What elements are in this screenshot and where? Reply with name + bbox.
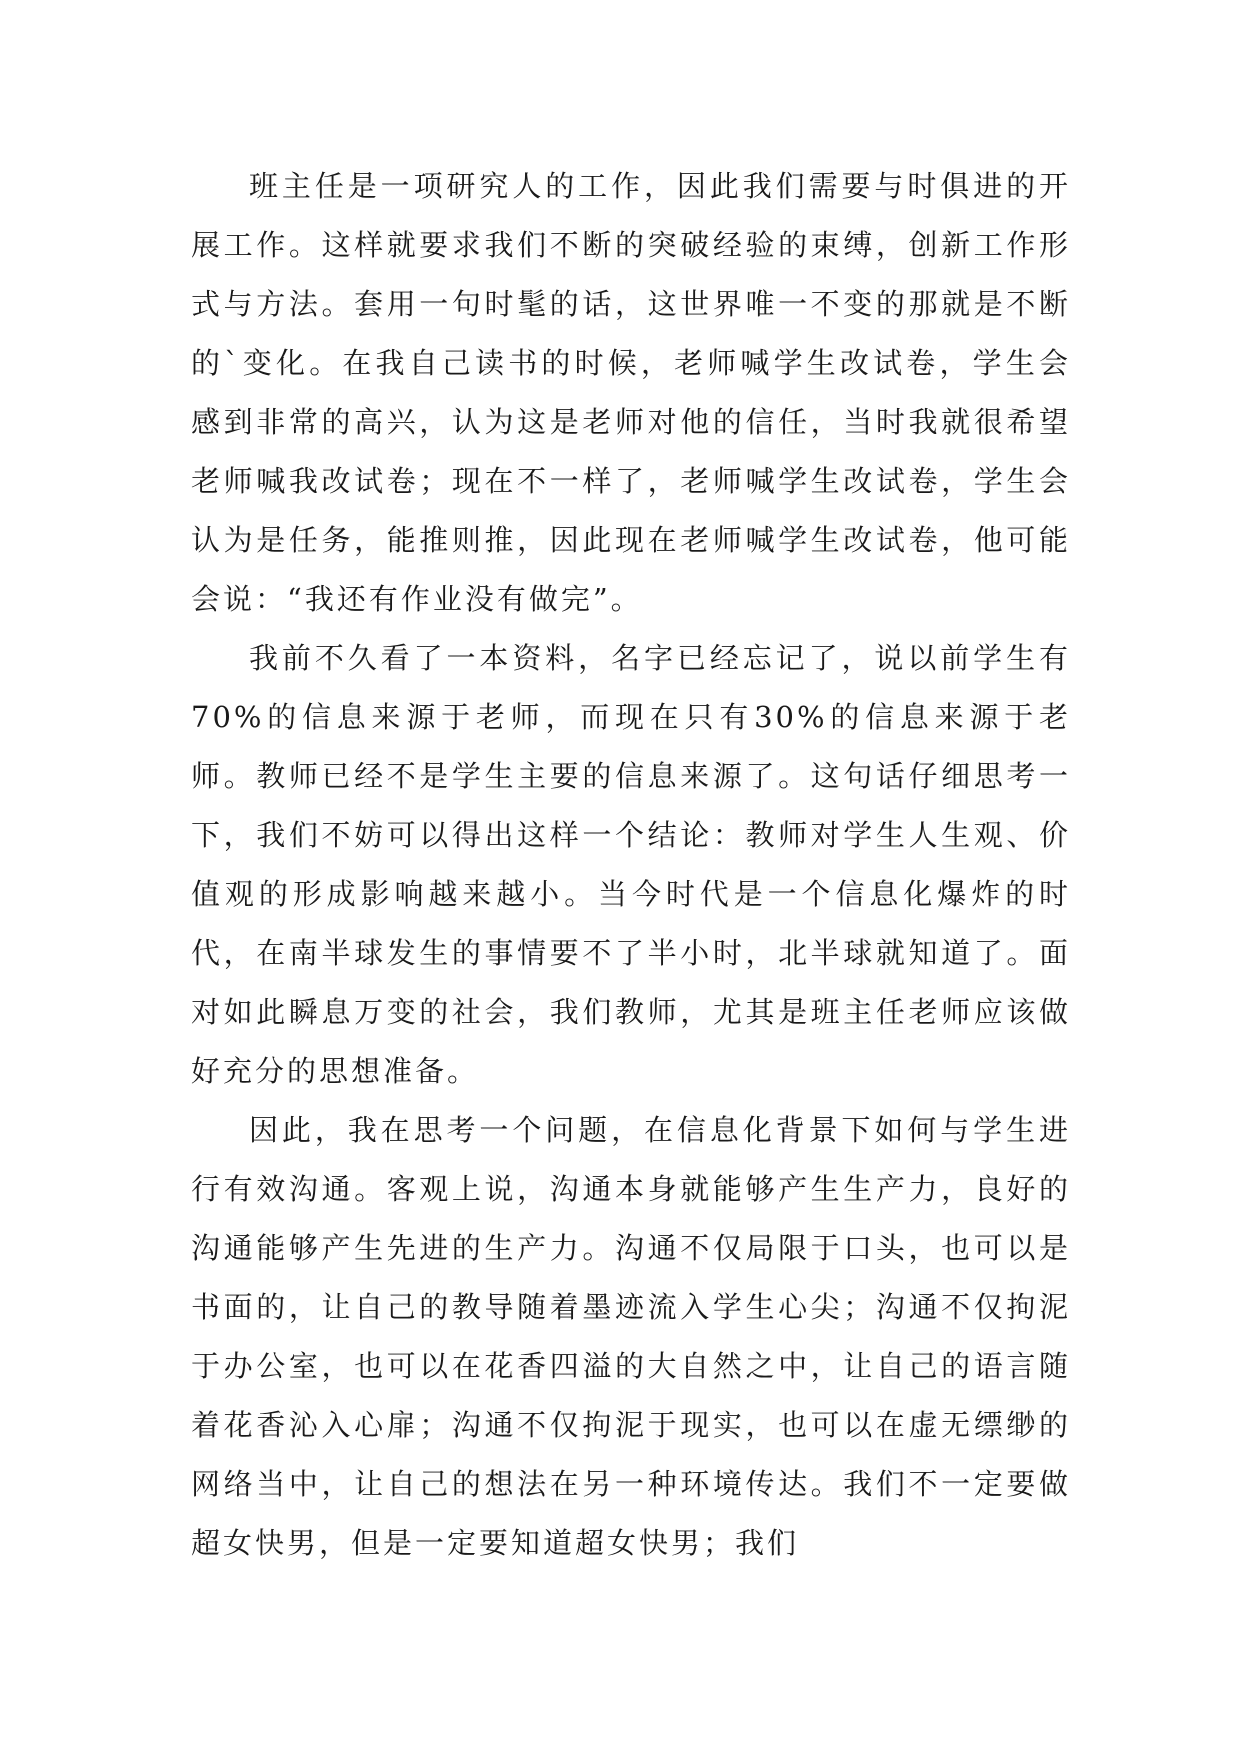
- paragraph-1: 班主任是一项研究人的工作，因此我们需要与时俱进的开展工作。这样就要求我们不断的突破经验的束缚，创新工作形式与方法。套用一句时髦的话，这世界唯一不变的那就是不断的`变化。在我自己读书的时候，老师喊学生改试卷，学生会感到非常的高兴，认为这是老师对他的信任，当时我就很希望老师喊我改试卷；现在不一样了，老师喊学生改试卷，学生会认为是任务，能推则推，因此现在老师喊学生改试卷，他可能会说：“我还有作业没有做完”。: [191, 169, 1071, 616]
- document-body: [191, 157, 1071, 1573]
- paragraph-2: 我前不久看了一本资料，名字已经忘记了，说以前学生有70%的信息来源于老师，而现在只有30%的信息来源于老师。教师已经不是学生主要的信息来源了。这句话仔细思考一下，我们不妨可以得出这样一个结论：教师对学生人生观、价值观的形成影响越来越小。当今时代是一个信息化爆炸的时代，在南半球发生的事情要不了半小时，北半球就知道了。面对如此瞬息万变的社会，我们教师，尤其是班主任老师应该做好充分的思想准备。: [191, 641, 1071, 1088]
- paragraph-3: 因此，我在思考一个问题，在信息化背景下如何与学生进行有效沟通。客观上说，沟通本身就能够产生生产力，良好的沟通能够产生先进的生产力。沟通不仅局限于口头，也可以是书面的，让自己的教导随着墨迹流入学生心尖；沟通不仅拘泥于办公室，也可以在花香四溢的大自然之中，让自己的语言随着花香沁入心扉；沟通不仅拘泥于现实，也可以在虚无缥缈的网络当中，让自己的想法在另一种环境传达。我们不一定要做超女快男，但是一定要知道超女快男；我们: [191, 1113, 1071, 1560]
